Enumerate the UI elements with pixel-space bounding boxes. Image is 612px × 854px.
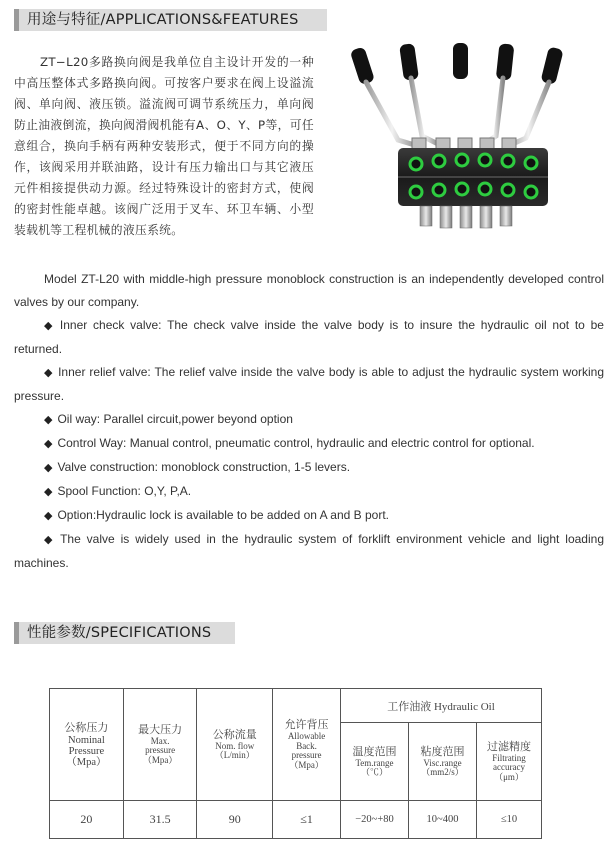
header-hydraulic-oil: 工作油液 Hydraulic Oil — [341, 689, 542, 723]
intro-paragraph: Model ZT-L20 with middle-high pressure monoblock construction is an independently developed control valves by our company. — [14, 272, 604, 309]
header-temp-range: 温度范围 Tem.range （℃） — [341, 723, 409, 801]
applications-title: 用途与特征/APPLICATIONS&FEATURES — [14, 9, 327, 31]
feature-item: ◆ Valve construction: monoblock construction, 1-5 levers. — [44, 460, 351, 474]
header-back-pressure: 允许背压 Allowable Back. pressure （Mpa） — [273, 689, 341, 801]
header-visc-range: 粘度范围 Visc.range （mm2/s） — [408, 723, 476, 801]
feature-item: ◆ Control Way: Manual control, pneumatic control, hydraulic and electric control for optional. — [44, 436, 535, 450]
valve-product-image — [336, 40, 584, 230]
value-nom-flow: 90 — [197, 801, 273, 839]
value-nominal-pressure: 20 — [50, 801, 124, 839]
bullet-diamond-icon: ◆ — [44, 367, 54, 379]
specifications-table — [49, 688, 542, 839]
bullet-diamond-icon: ◆ — [44, 320, 55, 332]
value-filter-accuracy: ≤10 — [477, 801, 542, 839]
feature-item: ◆ The valve is widely used in the hydraulic system of forklift environment vehicle and light loading machines. — [14, 532, 604, 570]
header-filter-accuracy: 过滤精度 Filtrating accuracy （μm） — [477, 723, 542, 801]
chinese-description: ZT−L20多路换向阀是我单位自主设计开发的一种中高压整体式多路换向阀。可按客户要求在阀上设溢流阀、单向阀、液压锁。溢流阀可调节系统压力，单向阀防止油液倒流，换向阀滑阀机能有A、O、Y、P等，可任意组合，换向手柄有两种安装形式，便于不同方向的操作，该阀采用并联油路，设计有压力输出口与其它液压元件相接提供动力源。经过特殊设计的密封方式，使阀的密封性能卓越。该阀广泛用于叉车、环卫车辆、小型装载机等工程机械的液压系统。 — [14, 55, 314, 237]
english-description — [14, 268, 604, 575]
feature-item: ◆ Oil way: Parallel circuit,power beyond option — [44, 412, 293, 426]
feature-item: ◆ Inner check valve: The check valve inside the valve body is to insure the hydraulic oil not to be returned. — [14, 318, 604, 356]
feature-item: ◆ Inner relief valve: The relief valve inside the valve body is able to adjust the hydraulic system working pressure. — [14, 365, 604, 403]
value-temp-range: −20~+80 — [341, 801, 409, 839]
value-back-pressure: ≤1 — [273, 801, 341, 839]
bullet-diamond-icon: ◆ — [44, 486, 53, 498]
value-visc-range: 10~400 — [408, 801, 476, 839]
lever-handles — [350, 43, 564, 85]
header-nominal-pressure: 公称压力 Nominal Pressure （Mpa） — [50, 689, 124, 801]
header-nom-flow: 公称流量 Nom. flow （L/min） — [197, 689, 273, 801]
bullet-diamond-icon: ◆ — [44, 414, 53, 426]
bullet-diamond-icon: ◆ — [44, 438, 53, 450]
bullet-diamond-icon: ◆ — [44, 510, 53, 522]
bullet-diamond-icon: ◆ — [44, 534, 56, 546]
bullet-diamond-icon: ◆ — [44, 462, 53, 474]
feature-item: ◆ Spool Function: O,Y, P,A. — [44, 484, 192, 498]
value-max-pressure: 31.5 — [123, 801, 197, 839]
lever-rods — [366, 78, 549, 146]
header-max-pressure: 最大压力 Max. pressure （Mpa） — [123, 689, 197, 801]
feature-item: ◆ Option:Hydraulic lock is available to be added on A and B port. — [44, 508, 390, 522]
specifications-title: 性能参数/SPECIFICATIONS — [14, 622, 235, 644]
